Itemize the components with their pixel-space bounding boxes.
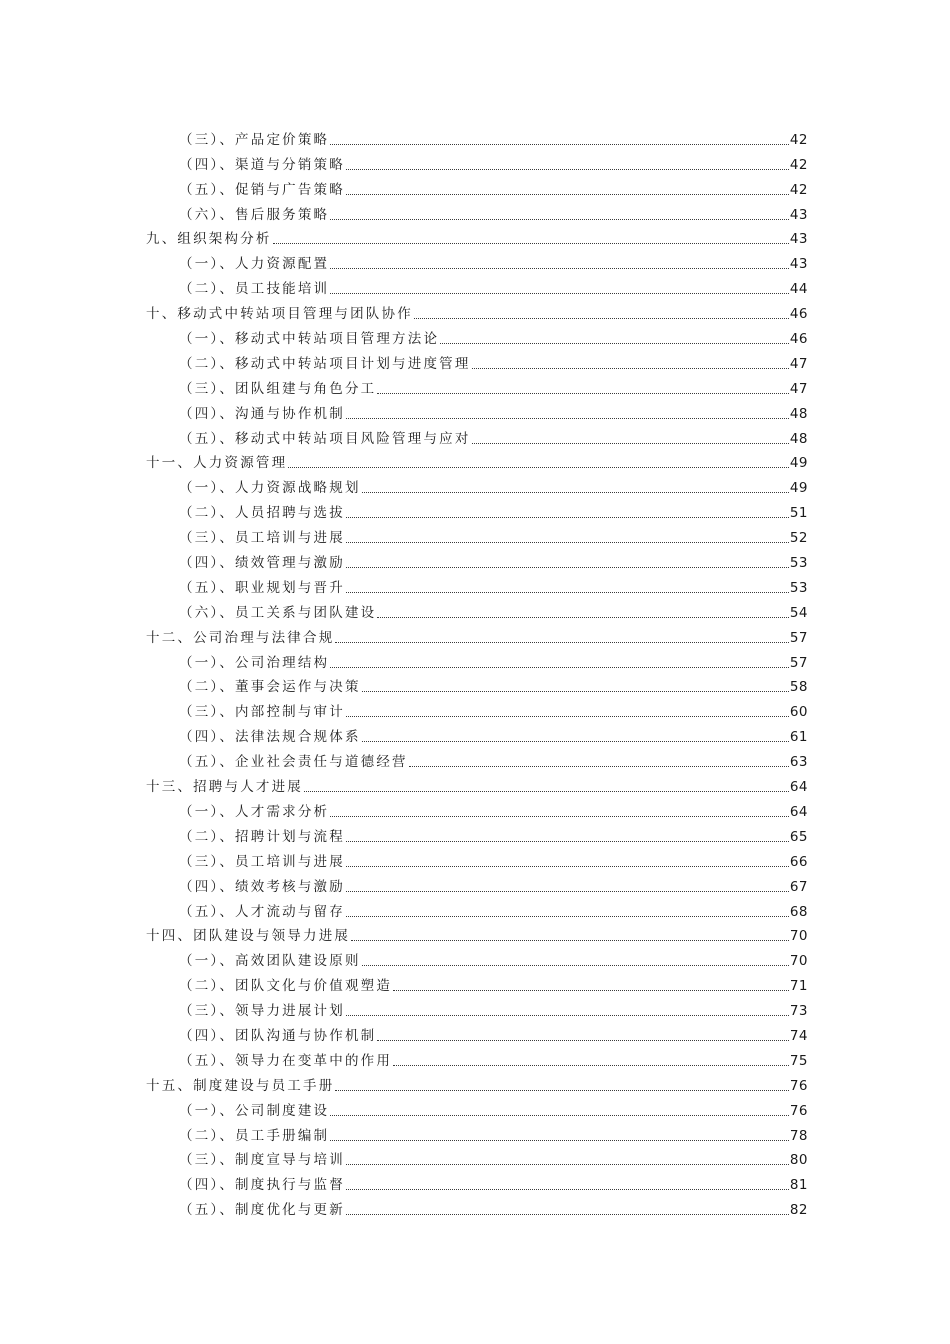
toc-entry-page-number: 64 [789, 803, 808, 820]
toc-section-entry[interactable] [146, 995, 808, 1020]
toc-section-entry[interactable] [146, 1194, 808, 1219]
toc-dot-leader [440, 343, 789, 344]
toc-dot-leader [346, 517, 789, 518]
toc-entry-title: （五）、制度优化与更新 [179, 1202, 345, 1219]
toc-dot-leader [330, 816, 789, 817]
toc-section-entry[interactable] [146, 248, 808, 273]
toc-entry-page-number: 48 [789, 430, 808, 447]
toc-dot-leader [346, 418, 789, 419]
toc-dot-leader [346, 841, 789, 842]
toc-dot-leader [288, 467, 789, 468]
toc-entry-page-number: 43 [789, 206, 808, 223]
toc-entry-title: 十二、公司治理与法律合规 [146, 629, 335, 646]
toc-entry-page-number: 80 [789, 1152, 808, 1169]
toc-entry-page-number: 42 [789, 156, 808, 173]
toc-section-entry[interactable] [146, 1095, 808, 1120]
toc-dot-leader [330, 268, 789, 269]
toc-entry-title: （一）、人才需求分析 [179, 803, 330, 820]
toc-entry-page-number: 42 [789, 131, 808, 148]
toc-entry-page-number: 47 [789, 355, 808, 372]
toc-entry-page-number: 73 [789, 1003, 808, 1020]
toc-entry-title: （一）、公司治理结构 [179, 654, 330, 671]
toc-entry-title: （二）、员工技能培训 [179, 281, 330, 298]
toc-entry-title: 十四、团队建设与领导力进展 [146, 928, 351, 945]
toc-dot-leader [362, 691, 789, 692]
toc-dot-leader [346, 1214, 789, 1215]
toc-dot-leader [377, 617, 788, 618]
toc-chapter-entry[interactable] [146, 771, 808, 796]
toc-entry-page-number: 53 [789, 579, 808, 596]
toc-entry-page-number: 52 [789, 530, 808, 547]
toc-dot-leader [304, 791, 789, 792]
toc-section-entry[interactable] [146, 472, 808, 497]
toc-entry-page-number: 48 [789, 405, 808, 422]
toc-section-entry[interactable] [146, 572, 808, 597]
toc-entry-title: （三）、产品定价策略 [179, 131, 330, 148]
toc-entry-page-number: 70 [789, 953, 808, 970]
toc-dot-leader [362, 965, 789, 966]
toc-section-entry[interactable] [146, 721, 808, 746]
toc-entry-page-number: 46 [789, 331, 808, 348]
toc-section-entry[interactable] [146, 1169, 808, 1194]
toc-entry-title: （二）、团队文化与价值观塑造 [179, 978, 393, 995]
toc-entry-page-number: 74 [789, 1027, 808, 1044]
toc-entry-page-number: 57 [789, 654, 808, 671]
toc-entry-page-number: 65 [789, 828, 808, 845]
toc-dot-leader [377, 393, 788, 394]
toc-section-entry[interactable] [146, 896, 808, 921]
toc-entry-page-number: 63 [789, 754, 808, 771]
toc-chapter-entry[interactable] [146, 448, 808, 473]
toc-dot-leader [362, 741, 789, 742]
toc-section-entry[interactable] [146, 124, 808, 149]
toc-chapter-entry[interactable] [146, 298, 808, 323]
toc-entry-title: （六）、售后服务策略 [179, 206, 330, 223]
toc-entry-title: （三）、员工培训与进展 [179, 530, 345, 547]
toc-section-entry[interactable] [146, 796, 808, 821]
toc-entry-page-number: 54 [789, 604, 808, 621]
toc-section-entry[interactable] [146, 970, 808, 995]
toc-section-entry[interactable] [146, 149, 808, 174]
toc-section-entry[interactable] [146, 1045, 808, 1070]
toc-entry-page-number: 61 [789, 729, 808, 746]
toc-entry-title: （一）、移动式中转站项目管理方法论 [179, 331, 440, 348]
toc-entry-page-number: 71 [789, 978, 808, 995]
toc-dot-leader [346, 567, 789, 568]
toc-entry-page-number: 81 [789, 1177, 808, 1194]
toc-dot-leader [472, 368, 789, 369]
toc-entry-page-number: 47 [789, 380, 808, 397]
toc-entry-title: 九、组织架构分析 [146, 231, 272, 248]
toc-entry-title: （四）、团队沟通与协作机制 [179, 1027, 377, 1044]
toc-section-entry[interactable] [146, 846, 808, 871]
toc-dot-leader [330, 219, 789, 220]
toc-dot-leader [330, 293, 789, 294]
toc-entry-page-number: 58 [789, 679, 808, 696]
toc-section-entry[interactable] [146, 497, 808, 522]
toc-entry-title: （四）、绩效考核与激励 [179, 878, 345, 895]
toc-entry-page-number: 82 [789, 1202, 808, 1219]
toc-entry-title: （二）、人员招聘与选拔 [179, 505, 345, 522]
toc-entry-title: （三）、领导力进展计划 [179, 1003, 345, 1020]
toc-dot-leader [335, 1090, 788, 1091]
toc-dot-leader [330, 1140, 789, 1141]
toc-entry-title: （三）、制度宣导与培训 [179, 1152, 345, 1169]
toc-dot-leader [346, 916, 789, 917]
toc-entry-title: 十一、人力资源管理 [146, 455, 288, 472]
toc-entry-title: （二）、董事会运作与决策 [179, 679, 361, 696]
toc-entry-title: （一）、人力资源战略规划 [179, 480, 361, 497]
toc-dot-leader [346, 592, 789, 593]
toc-section-entry[interactable] [146, 174, 808, 199]
toc-section-entry[interactable] [146, 323, 808, 348]
toc-dot-leader [351, 940, 789, 941]
toc-section-entry[interactable] [146, 746, 808, 771]
toc-chapter-entry[interactable] [146, 622, 808, 647]
toc-dot-leader [346, 1189, 789, 1190]
toc-entry-title: （四）、绩效管理与激励 [179, 555, 345, 572]
toc-chapter-entry[interactable] [146, 921, 808, 946]
toc-entry-page-number: 43 [789, 256, 808, 273]
toc-section-entry[interactable] [146, 672, 808, 697]
toc-entry-page-number: 60 [789, 704, 808, 721]
toc-dot-leader [393, 1065, 789, 1066]
toc-entry-title: （四）、法律法规合规体系 [179, 729, 361, 746]
toc-entry-page-number: 57 [789, 629, 808, 646]
toc-dot-leader [362, 492, 789, 493]
toc-chapter-entry[interactable] [146, 224, 808, 249]
toc-entry-title: （二）、员工手册编制 [179, 1127, 330, 1144]
toc-entry-page-number: 42 [789, 181, 808, 198]
toc-dot-leader [346, 194, 789, 195]
toc-dot-leader [330, 667, 789, 668]
toc-entry-page-number: 44 [789, 281, 808, 298]
toc-entry-page-number: 49 [789, 480, 808, 497]
toc-entry-title: （五）、移动式中转站项目风险管理与应对 [179, 430, 471, 447]
toc-entry-page-number: 68 [789, 903, 808, 920]
toc-dot-leader [472, 443, 789, 444]
toc-section-entry[interactable] [146, 373, 808, 398]
toc-entry-page-number: 49 [789, 455, 808, 472]
toc-section-entry[interactable] [146, 522, 808, 547]
toc-entry-title: 十五、制度建设与员工手册 [146, 1077, 335, 1094]
toc-entry-title: 十、移动式中转站项目管理与团队协作 [146, 306, 413, 323]
toc-dot-leader [330, 144, 789, 145]
toc-dot-leader [346, 716, 789, 717]
toc-section-entry[interactable] [146, 1145, 808, 1170]
toc-entry-page-number: 46 [789, 306, 808, 323]
toc-dot-leader [330, 1115, 789, 1116]
toc-dot-leader [393, 990, 789, 991]
toc-entry-title: （二）、招聘计划与流程 [179, 828, 345, 845]
toc-entry-title: （五）、职业规划与晋升 [179, 579, 345, 596]
toc-dot-leader [346, 1164, 789, 1165]
toc-entry-page-number: 51 [789, 505, 808, 522]
toc-entry-page-number: 76 [789, 1102, 808, 1119]
toc-section-entry[interactable] [146, 348, 808, 373]
toc-entry-page-number: 64 [789, 779, 808, 796]
toc-section-entry[interactable] [146, 647, 808, 672]
toc-dot-leader [346, 866, 789, 867]
toc-entry-page-number: 75 [789, 1052, 808, 1069]
table-of-contents [146, 124, 808, 1219]
toc-section-entry[interactable] [146, 199, 808, 224]
toc-dot-leader [346, 891, 789, 892]
toc-entry-title: 十三、招聘与人才进展 [146, 779, 303, 796]
toc-dot-leader [409, 766, 789, 767]
toc-entry-page-number: 66 [789, 853, 808, 870]
toc-section-entry[interactable] [146, 273, 808, 298]
toc-entry-title: （五）、促销与广告策略 [179, 181, 345, 198]
toc-dot-leader [335, 642, 788, 643]
toc-dot-leader [273, 243, 789, 244]
toc-entry-title: （五）、企业社会责任与道德经营 [179, 754, 408, 771]
toc-entry-title: （五）、领导力在变革中的作用 [179, 1052, 393, 1069]
toc-dot-leader [346, 542, 789, 543]
toc-section-entry[interactable] [146, 821, 808, 846]
toc-entry-title: （五）、人才流动与留存 [179, 903, 345, 920]
toc-entry-title: （三）、员工培训与进展 [179, 853, 345, 870]
toc-entry-page-number: 78 [789, 1127, 808, 1144]
toc-entry-page-number: 76 [789, 1077, 808, 1094]
toc-entry-title: （三）、团队组建与角色分工 [179, 380, 377, 397]
toc-entry-title: （四）、制度执行与监督 [179, 1177, 345, 1194]
toc-section-entry[interactable] [146, 1120, 808, 1145]
toc-section-entry[interactable] [146, 423, 808, 448]
toc-entry-title: （一）、公司制度建设 [179, 1102, 330, 1119]
toc-entry-title: （四）、渠道与分销策略 [179, 156, 345, 173]
toc-entry-page-number: 53 [789, 555, 808, 572]
toc-chapter-entry[interactable] [146, 1070, 808, 1095]
toc-entry-title: （一）、人力资源配置 [179, 256, 330, 273]
toc-entry-title: （二）、移动式中转站项目计划与进度管理 [179, 355, 471, 372]
toc-entry-title: （一）、高效团队建设原则 [179, 953, 361, 970]
toc-section-entry[interactable] [146, 945, 808, 970]
toc-dot-leader [414, 318, 789, 319]
toc-entry-page-number: 70 [789, 928, 808, 945]
toc-section-entry[interactable] [146, 398, 808, 423]
toc-section-entry[interactable] [146, 696, 808, 721]
toc-entry-title: （六）、员工关系与团队建设 [179, 604, 377, 621]
toc-section-entry[interactable] [146, 1020, 808, 1045]
toc-section-entry[interactable] [146, 547, 808, 572]
toc-section-entry[interactable] [146, 597, 808, 622]
toc-entry-title: （三）、内部控制与审计 [179, 704, 345, 721]
toc-entry-title: （四）、沟通与协作机制 [179, 405, 345, 422]
toc-dot-leader [346, 1015, 789, 1016]
toc-dot-leader [346, 169, 789, 170]
toc-entry-page-number: 67 [789, 878, 808, 895]
toc-dot-leader [377, 1040, 788, 1041]
toc-entry-page-number: 43 [789, 231, 808, 248]
toc-section-entry[interactable] [146, 871, 808, 896]
